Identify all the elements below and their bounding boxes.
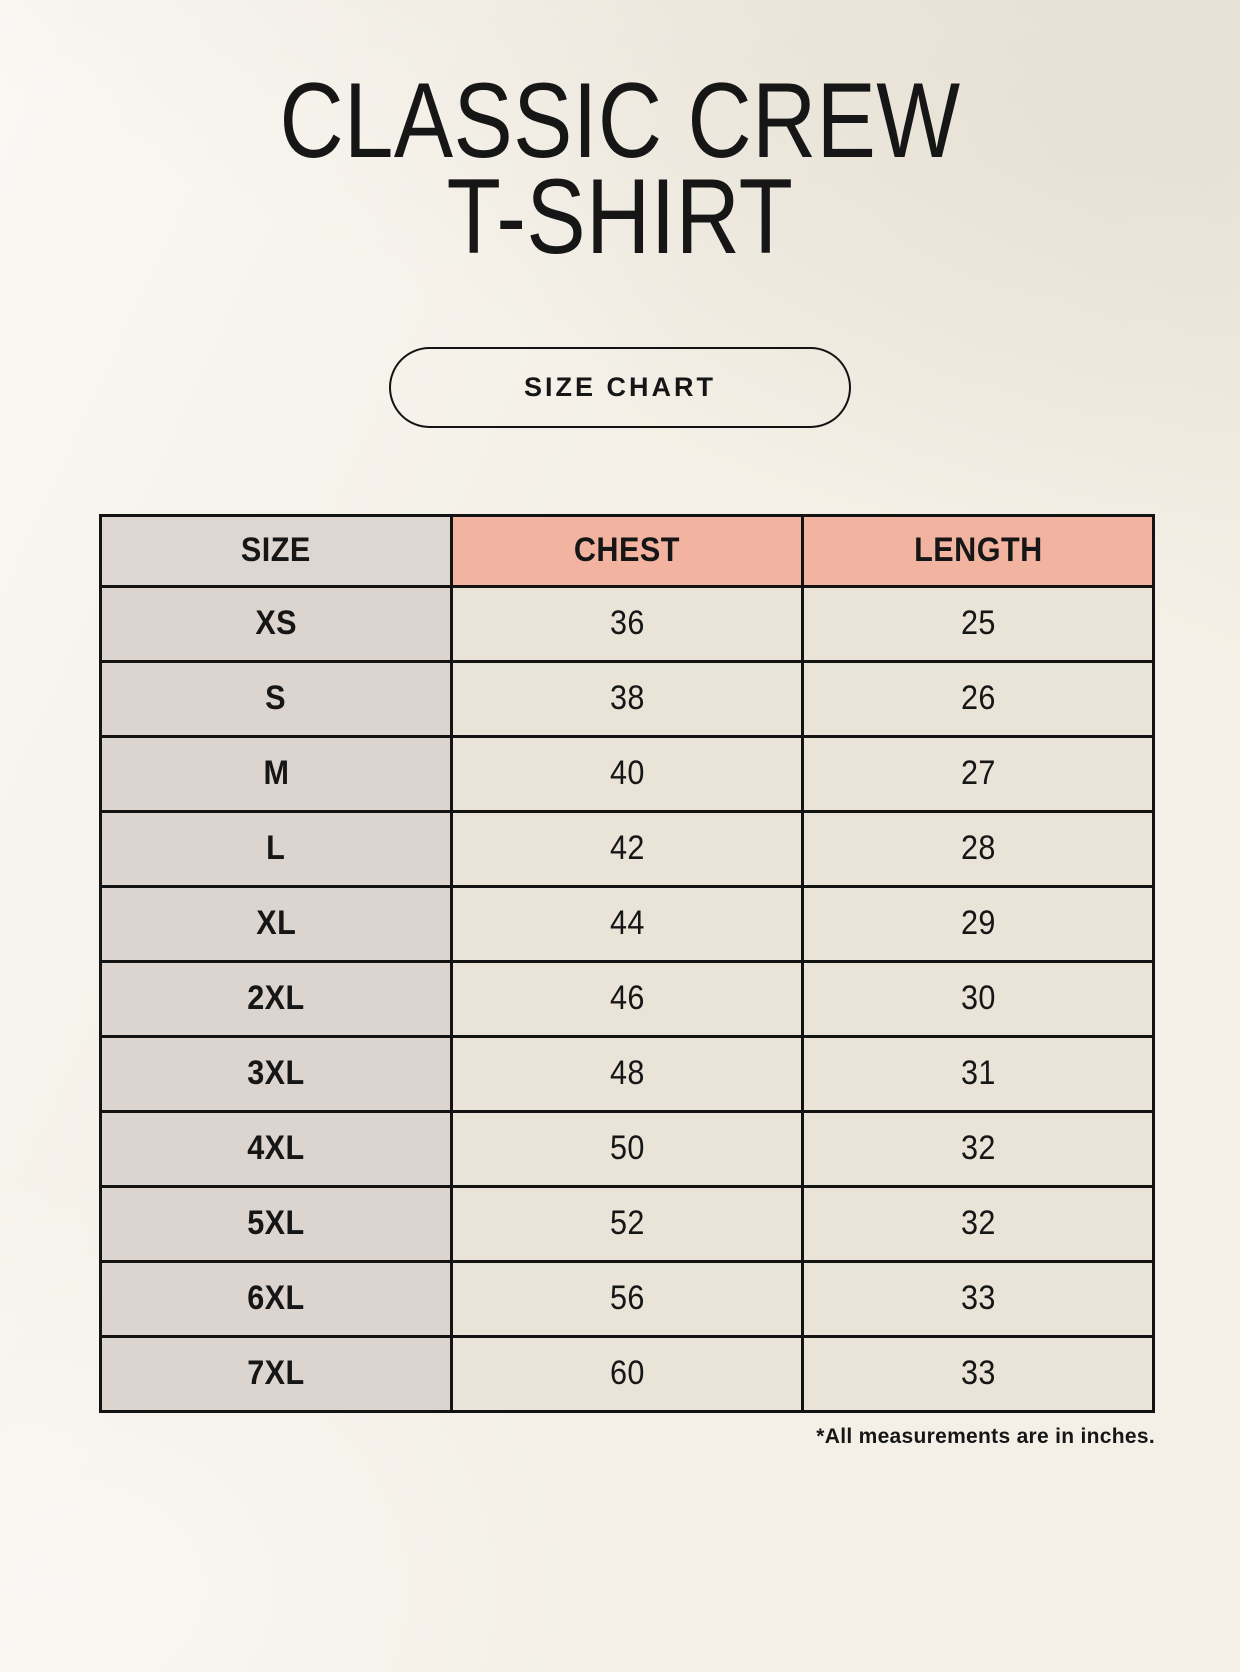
size-table-row: [101, 811, 1154, 886]
chest-value-cell: [452, 736, 803, 811]
length-value-cell-text: 25: [960, 604, 996, 643]
length-value-cell-text: 31: [960, 1054, 996, 1093]
size-table-row: [101, 1111, 1154, 1186]
size-label-cell-text: 4XL: [247, 1129, 305, 1168]
chest-value-cell: [452, 961, 803, 1036]
chest-value-cell: [452, 886, 803, 961]
chest-value-cell-text: 38: [609, 679, 645, 718]
size-table-body: [101, 586, 1154, 1411]
length-value-cell-text: 33: [960, 1354, 996, 1393]
length-value-cell: [803, 811, 1154, 886]
measurements-footnote: *All measurements are in inches.: [816, 1424, 1155, 1448]
size-label-cell: [101, 1186, 452, 1261]
size-table-header-row: [101, 515, 1154, 586]
chest-value-cell: [452, 661, 803, 736]
size-table-row: [101, 661, 1154, 736]
chest-value-cell: [452, 1261, 803, 1336]
chest-value-cell-text: 36: [609, 604, 645, 643]
chest-value-cell: [452, 1186, 803, 1261]
chest-value-cell-text: 50: [609, 1129, 645, 1168]
column-header-size: [101, 515, 452, 586]
column-header-length: [803, 515, 1154, 586]
size-label-cell: [101, 1111, 452, 1186]
length-value-cell-text: 32: [960, 1129, 996, 1168]
size-chart-button-label: SIZE CHART: [524, 371, 716, 402]
length-value-cell-text: 32: [960, 1204, 996, 1243]
page-title-line-1: CLASSIC CREW: [279, 60, 961, 180]
length-value-cell: [803, 1336, 1154, 1411]
length-value-cell: [803, 586, 1154, 661]
chest-value-cell-text: 48: [609, 1054, 645, 1093]
length-value-cell: [803, 736, 1154, 811]
length-value-cell: [803, 1036, 1154, 1111]
chest-value-cell: [452, 1336, 803, 1411]
size-table-row: [101, 1336, 1154, 1411]
chest-value-cell-text: 40: [609, 754, 645, 793]
length-value-cell-text: 30: [960, 979, 996, 1018]
size-label-cell-text: XL: [255, 904, 296, 943]
size-table-row: [101, 736, 1154, 811]
size-label-cell-text: 7XL: [247, 1354, 305, 1393]
size-label-cell-text: 2XL: [247, 979, 305, 1018]
column-header-chest-label: CHEST: [574, 531, 680, 570]
length-value-cell: [803, 1111, 1154, 1186]
size-label-cell-text: XS: [255, 604, 297, 643]
length-value-cell: [803, 961, 1154, 1036]
chest-value-cell: [452, 586, 803, 661]
page-title: [0, 60, 1240, 277]
column-header-chest: [452, 515, 803, 586]
size-label-cell: [101, 736, 452, 811]
size-label-cell: [101, 1261, 452, 1336]
chest-value-cell-text: 60: [609, 1354, 645, 1393]
size-label-cell-text: M: [263, 754, 289, 793]
size-table-row: [101, 586, 1154, 661]
size-chart-page: [0, 60, 1240, 1449]
chest-value-cell-text: 52: [609, 1204, 645, 1243]
chest-value-cell: [452, 811, 803, 886]
length-value-cell-text: 27: [960, 754, 996, 793]
column-header-length-label: LENGTH: [913, 531, 1043, 570]
length-value-cell-text: 29: [960, 904, 996, 943]
size-label-cell: [101, 961, 452, 1036]
chest-value-cell: [452, 1111, 803, 1186]
size-chart-button[interactable]: [389, 347, 851, 428]
chest-value-cell-text: 56: [609, 1279, 645, 1318]
size-label-cell: [101, 586, 452, 661]
chest-value-cell: [452, 1036, 803, 1111]
length-value-cell-text: 33: [960, 1279, 996, 1318]
size-label-cell: [101, 886, 452, 961]
length-value-cell: [803, 1186, 1154, 1261]
size-label-cell: [101, 1036, 452, 1111]
size-label-cell: [101, 661, 452, 736]
length-value-cell: [803, 886, 1154, 961]
size-label-cell-text: 5XL: [247, 1204, 305, 1243]
size-label-cell-text: L: [266, 829, 286, 868]
chest-value-cell-text: 44: [609, 904, 645, 943]
size-label-cell: [101, 811, 452, 886]
length-value-cell: [803, 1261, 1154, 1336]
length-value-cell: [803, 661, 1154, 736]
size-label-cell-text: 6XL: [247, 1279, 305, 1318]
size-table-head: [101, 515, 1154, 586]
size-table: [99, 514, 1155, 1413]
size-table-row: [101, 886, 1154, 961]
size-label-cell: [101, 1336, 452, 1411]
size-label-cell-text: S: [265, 679, 287, 718]
page-title-line-2: T-SHIRT: [446, 156, 794, 277]
column-header-size-label: SIZE: [241, 531, 311, 570]
chest-value-cell-text: 46: [609, 979, 645, 1018]
size-table-row: [101, 1036, 1154, 1111]
length-value-cell-text: 26: [960, 679, 996, 718]
size-label-cell-text: 3XL: [247, 1054, 305, 1093]
length-value-cell-text: 28: [960, 829, 996, 868]
size-table-row: [101, 1186, 1154, 1261]
chest-value-cell-text: 42: [609, 829, 645, 868]
size-table-row: [101, 1261, 1154, 1336]
size-table-row: [101, 961, 1154, 1036]
